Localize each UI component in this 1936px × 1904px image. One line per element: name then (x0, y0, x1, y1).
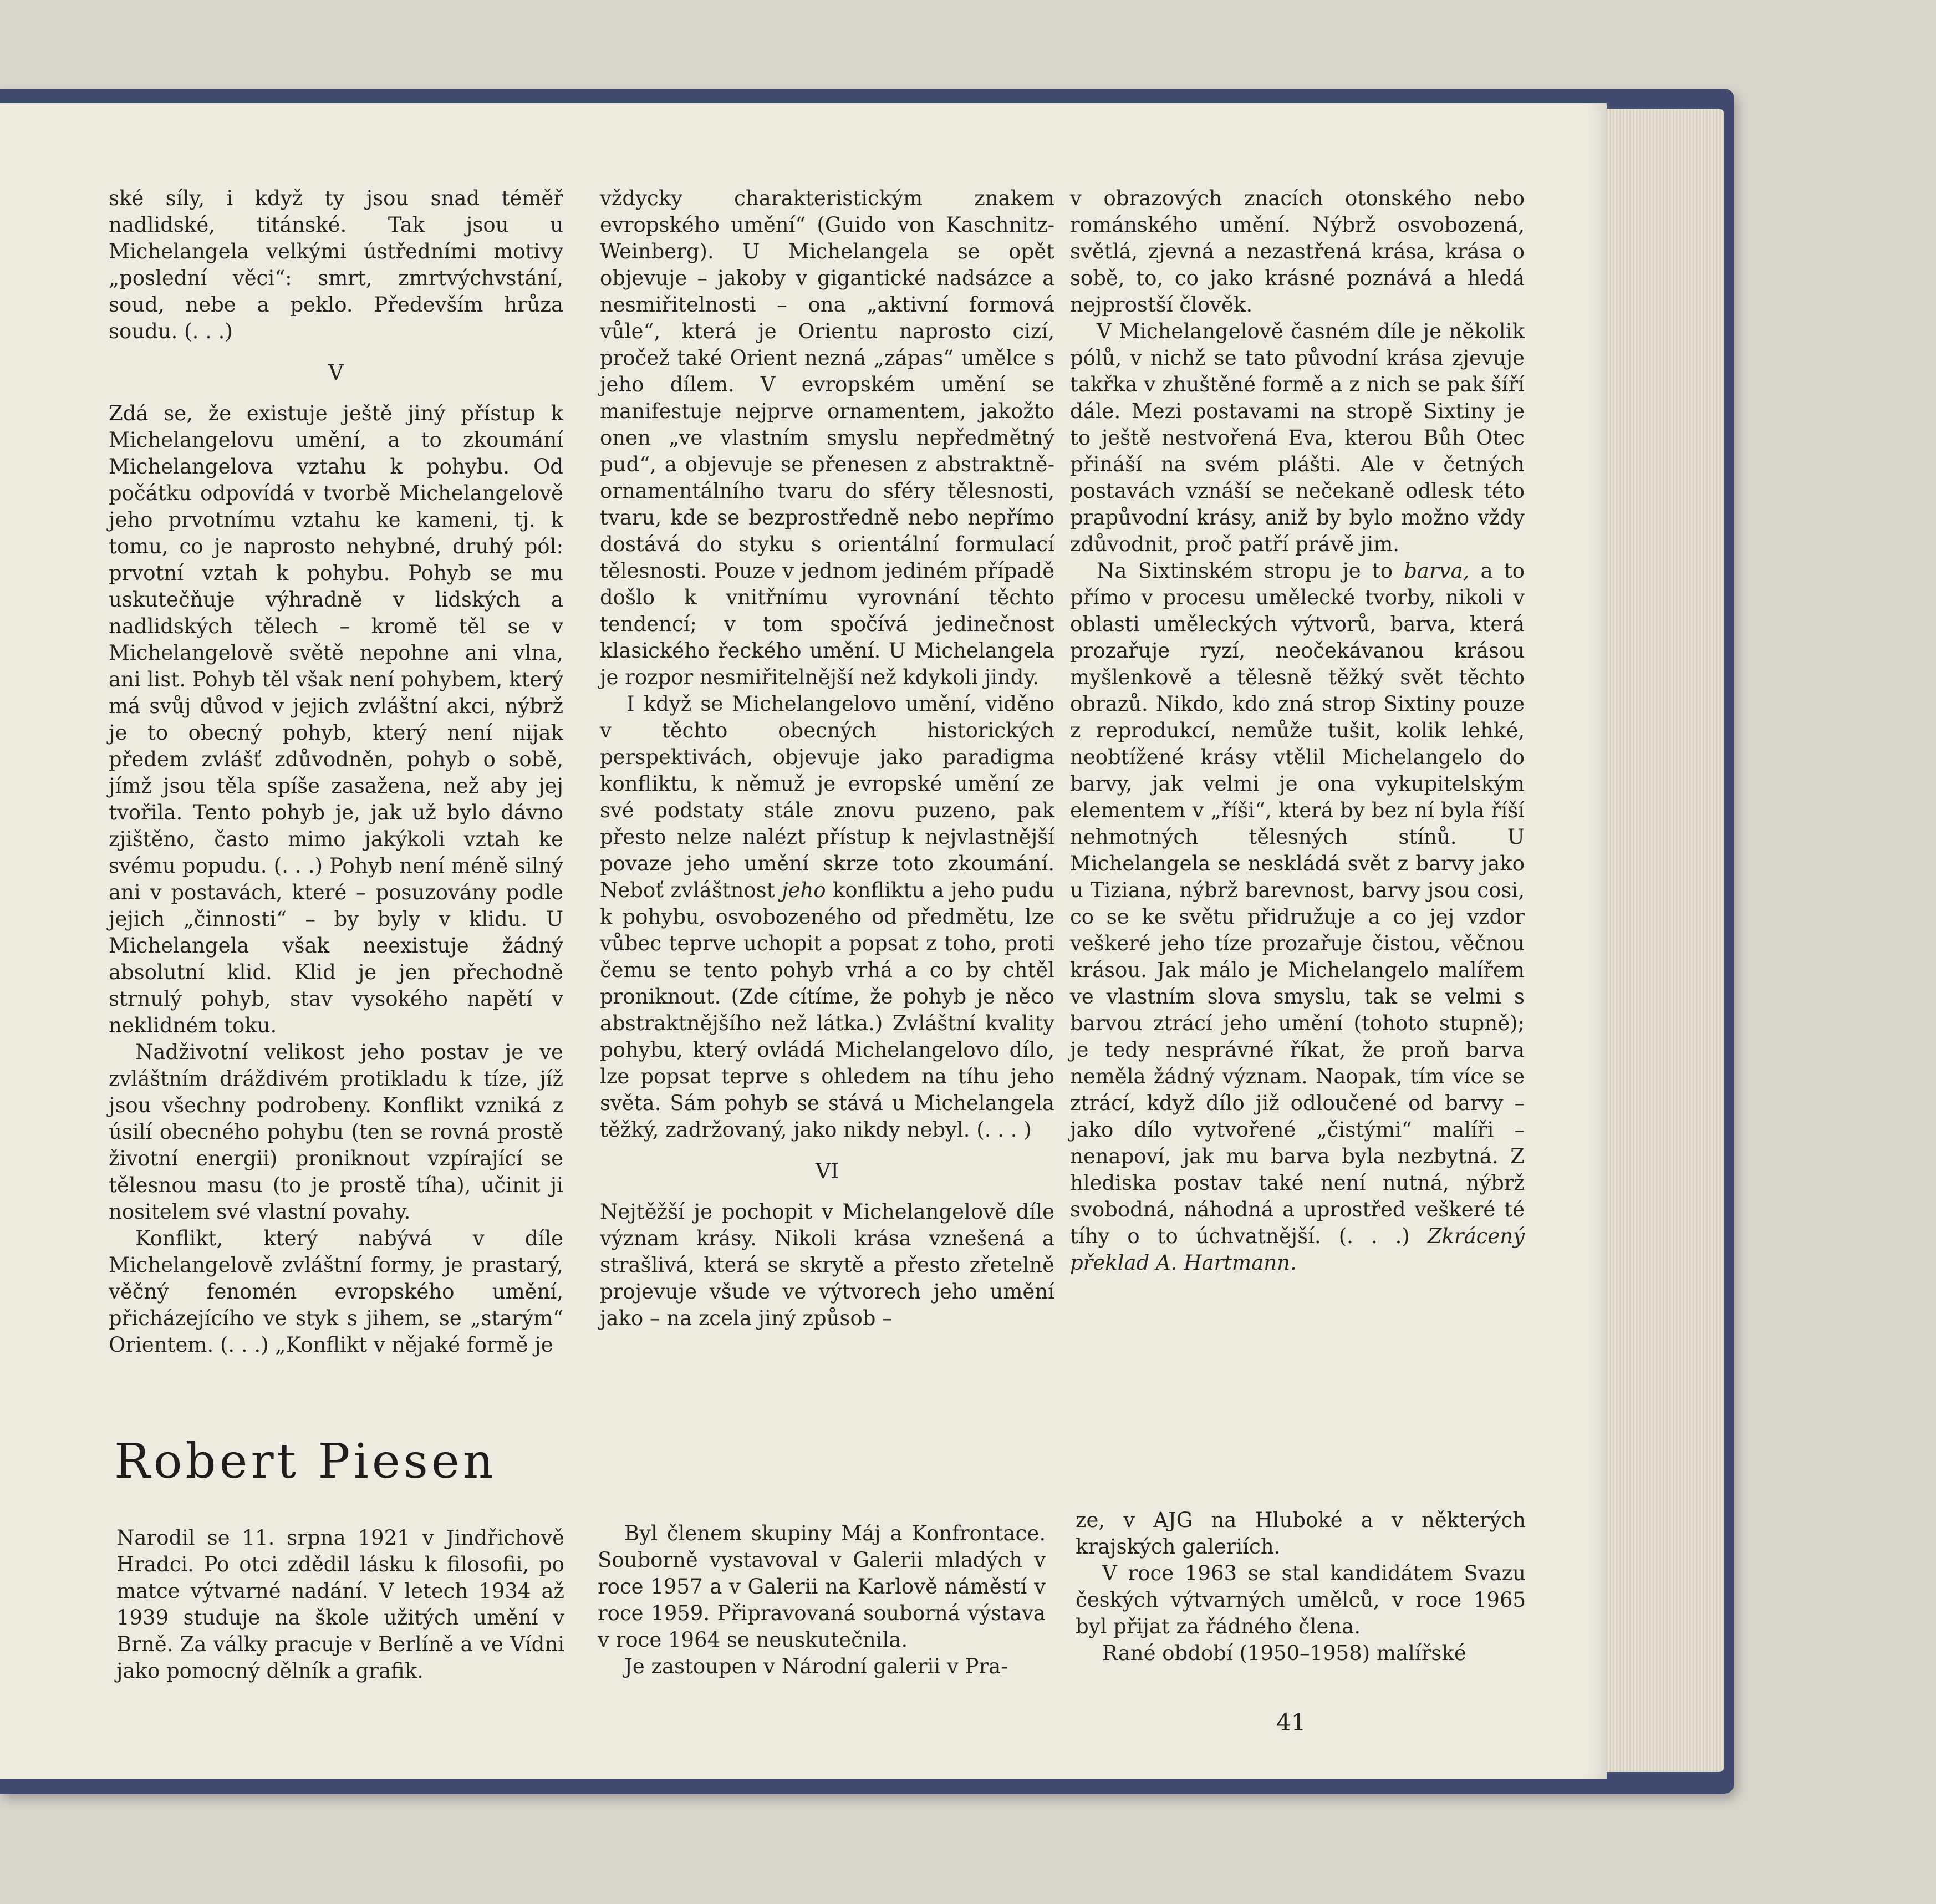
col2-emphasis-jeho: jeho (782, 878, 826, 902)
col2-paragraph-2-end: konfliktu a jeho pudu k pohybu, osvobozeného od předmětu, lze vůbec teprve uchopit a popsat z toho, proti čemu se tento pohyb vrhá a co by chtěl proniknout. (Zde cítíme, že pohyb je něco abstraktnějšího než látka.) Zvláštní kvality pohybu, který ovládá Michelangelovo dílo, lze popsat teprve s ohledem na tíhu jeho světa. Sám pohyb se stává u Michelangela těžký, zadržovaný, jako nikdy nebyl. (. . . ) (600, 878, 1055, 1142)
artist-heading: Robert Piesen (114, 1434, 497, 1489)
col1-paragraph-4: Konflikt, který nabývá v díle Michelangelově zvláštní formy, je prastarý, věčný fenomén evropského umění, přicházejícího ve styk s jihem, se „starým“ Orientem. (. . .) „Konflikt v nějaké formě je (109, 1226, 563, 1357)
bio-paragraph-5: V roce 1963 se stal kandidátem Svazu českých výtvarných umělců, v roce 1965 byl přijat za řádného člena. (1076, 1561, 1526, 1638)
col3-paragraph-3-start: Na Sixtinském stropu je to (1097, 559, 1404, 583)
bio-paragraph-3: Je zastoupen v Národní galerii v Pra- (624, 1654, 1008, 1678)
column-1 (109, 185, 563, 1358)
translation-credit: Zkrácený překlad A. Hartmann. (1070, 1224, 1525, 1275)
bio-paragraph-4: ze, v AJG na Hluboké a v některých krajských galeriích. (1076, 1508, 1526, 1559)
bio-column-3 (1076, 1507, 1526, 1667)
page-number: 41 (1276, 1709, 1306, 1736)
col3-paragraph-3-end: a to přímo v procesu umělecké tvorby, nikoli v oblasti uměleckých výtvorů, barva, která prozařuje ryzí, neočekávanou krásou myšlenkově a tělesně těžký svět těchto obrazů. Nikdo, kdo zná strop Sixtiny pouze z reprodukcí, nemůže tušit, kolik lehké, neobtížené krásy vtělil Michelangelo do barvy, jak velmi je ona vykupitelským elementem v „říši“, která by bez ní byla říší nehmotných tělesných stínů. U Michelangela se neskládá svět z barvy jako u Tiziana, nýbrž barevnost, barvy jsou cosi, co se ke světu přidružuje a co jej vzdor veškeré jeho tíze prozařuje čistou, věčnou krásou. Jak málo je Michelangelo malířem ve vlastním slova smyslu, tak se velmi s barvou ztrácí jeho umění (tohoto stupně); je tedy nesprávné říkat, že proň barva neměla žádný význam. Naopak, tím více se ztrácí, když dílo již odloučené od barvy – jako dílo vytvořené „čistými“ malíři – nenapoví, jak mu barva byla nezbytná. Z hlediska postav také není nutná, nýbrž svobodná, náhodná a uprostřed veškeré té tíhy o to úchvatnější. (. . .) (1070, 559, 1525, 1248)
col3-emphasis-barva: barva, (1404, 559, 1470, 583)
column-3 (1070, 185, 1525, 1276)
bio-column-2 (598, 1520, 1046, 1680)
bio-column-1 (116, 1525, 564, 1684)
col2-paragraph-2-start: I když se Michelangelovo umění, viděno v těchto obecných historických perspektivách, objevuje jako paradigma konfliktu, k němuž je evropské umění ze své podstaty stále znovu puzeno, pak přesto nelze nalézt přístup k nejvlastnější povaze jeho umění skrze toto zkoumání. Neboť zvláštnost (600, 692, 1054, 902)
col1-paragraph-2: Zdá se, že existuje ještě jiný přístup k Michelangelovu umění, a to zkoumání Michelangelova vztahu k pohybu. Od počátku odpovídá v tvorbě Michelangelově jeho prvotnímu vztahu ke kameni, tj. k tomu, co je naprosto nehybné, druhý pól: prvotní vztah k pohybu. Pohyb se mu uskutečňuje výhradně v lidských a nadlidských tělech – kromě těl se v Michelangelově světě nepohne ani vlna, ani list. Pohyb těl však není pohybem, který má svůj důvod v jejich zvláštní akci, nýbrž je to obecný pohyb, který není nijak předem zvlášť zdůvodněn, pohyb o sobě, jímž jsou těla spíše zasažena, než aby jej tvořila. Tento pohyb je, jak už bylo dávno zjištěno, často mimo jakýkoli vztah ke svému popudu. (. . .) Pohyb není méně silný ani v postavách, které – posuzovány podle jejich „činnosti“ – by byly v klidu. U Michelangela však neexistuje žádný absolutní klid. Klid je jen přechodně strnulý pohyb, stav vysokého napětí v neklidném toku. (109, 401, 563, 1037)
col2-paragraph-1: vždycky charakteristickým znakem evropského umění“ (Guido von Kaschnitz-Weinberg). U Michelangela se opět objevuje – jakoby v gigantické nadsázce a nesmiřitelnosti – ona „aktivní formová vůle“, která je Orientu naprosto cizí, pročež také Orient nezná „zápas“ umělce s jeho dílem. V evropském umění se manifestuje nejprve ornamentem, jakožto onen „ve vlastním smyslu nepředmětný pud“, a objevuje se přenesen z abstraktně-ornamentálního tvaru do sféry tělesnosti, tvaru, kde se bezprostředně nebo nepřímo dostává do styku s orientální formulací tělesnosti. Pouze v jednom jediném případě došlo k vnitřnímu vyrovnání těchto tendencí; v tom spočívá jedinečnost klasického řeckého umění. U Michelangela je rozpor nesmiřitelnější než kdykoli jindy. (600, 186, 1054, 689)
page-edges (1601, 109, 1724, 1772)
bio-paragraph-2: Byl členem skupiny Máj a Konfrontace. Souborně vystavoval v Galerii mladých v roce 1957 a v Galerii na Karlově náměstí v roce 1959. Připravovaná souborná výstava v roce 1964 se neuskutečnila. (598, 1521, 1046, 1652)
book-page (0, 103, 1607, 1779)
section-heading-vi: VI (815, 1159, 839, 1183)
column-2 (600, 185, 1054, 1332)
col3-paragraph-3 (1070, 558, 1525, 1276)
section-heading-v: V (328, 360, 344, 385)
col3-paragraph-2: V Michelangelově časném díle je několik pólů, v nichž se tato původní krása zjevuje takřka v zhuštěné formě a z nich se pak šíří dále. Mezi postavami na stropě Sixtiny je to ještě nestvořená Eva, kterou Bůh Otec přináší na svém plášti. Ale v četných postavách vznáší se nečekaně odlesk této prapůvodní krásy, aniž by bylo možno vždy zdůvodnit, proč patří právě jim. (1070, 319, 1525, 556)
bio-paragraph-6: Rané období (1950–1958) malířské (1102, 1641, 1466, 1665)
col1-paragraph-3: Nadživotní velikost jeho postav je ve zvláštním dráždivém protikladu k tíze, jíž jsou všechny podrobeny. Konflikt vzniká z úsilí obecného pohybu (ten se rovná prostě životní energii) proniknout vzpírající se tělesnou masu (to je prostě tíha), učinit ji nositelem své vlastní povahy. (109, 1040, 563, 1224)
col3-paragraph-1: v obrazových znacích otonského nebo románského umění. Nýbrž osvobozená, světlá, zjevná a nezastřená krása, krása o sobě, to, co jako krásné poznává a hledá nejprostší člověk. (1070, 186, 1525, 317)
col2-paragraph-3: Nejtěžší je pochopit v Michelangelově díle význam krásy. Nikoli krása vznešená a strašlivá, která se skrytě a přesto zřetelně projevuje všude ve výtvorech jeho umění jako – na zcela jiný způsob – (600, 1200, 1054, 1330)
col1-paragraph-1: ské síly, i když ty jsou snad téměř nadlidské, titánské. Tak jsou u Michelangela velkými ústředními motivy „poslední věci“: smrt, zmrtvýchvstání, soud, nebe a peklo. Především hrůza soudu. (. . .) (109, 186, 563, 343)
bio-paragraph-1: Narodil se 11. srpna 1921 v Jindřichově Hradci. Po otci zdědil lásku k filosofii, po matce výtvarné nadání. V letech 1934 až 1939 studuje na škole užitých umění v Brně. Za války pracuje v Berlíně a ve Vídni jako pomocný dělník a grafik. (116, 1526, 564, 1683)
col2-paragraph-2 (600, 691, 1054, 1143)
